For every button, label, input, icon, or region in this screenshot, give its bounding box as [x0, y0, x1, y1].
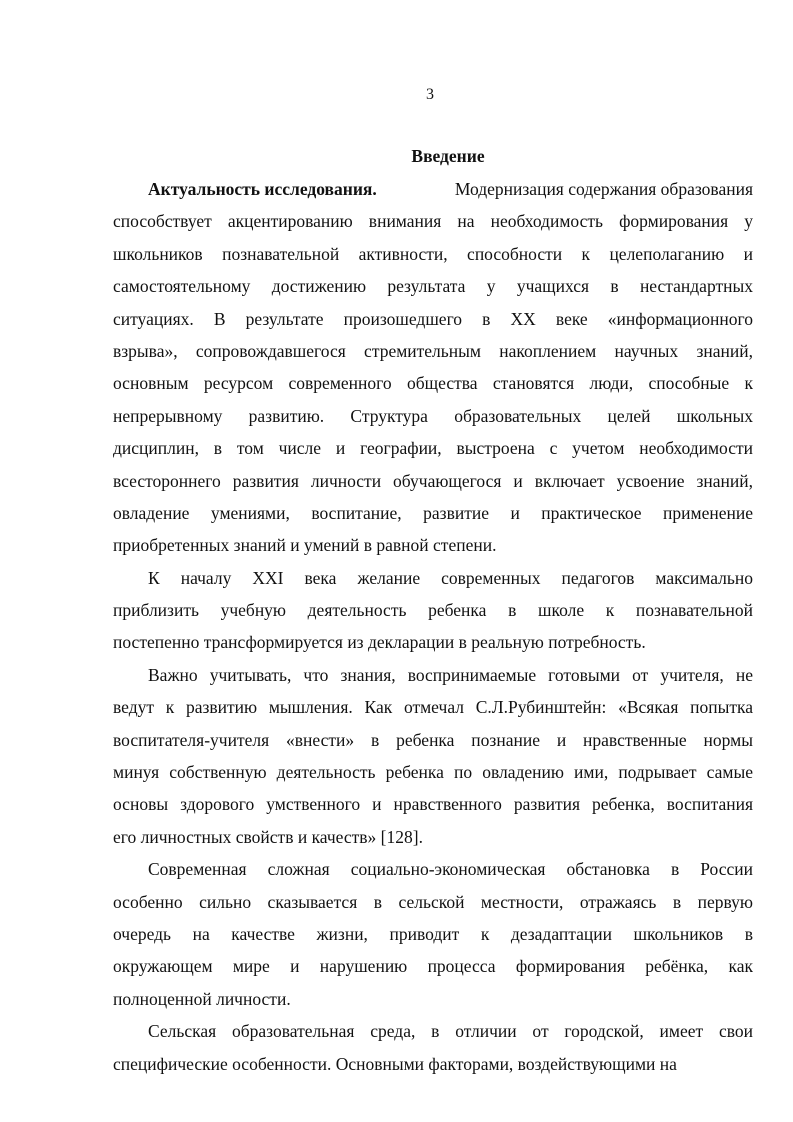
line-text: постепенно трансформируется из декларации в реальную потребность.	[113, 632, 646, 653]
line-text: минуя собственную деятельность ребенка по овладению ими, подрывает самые	[113, 762, 753, 783]
text-line	[113, 335, 753, 367]
text-line	[113, 594, 753, 626]
line-text: специфические особенности. Основными факторами, воздействующими на	[113, 1053, 677, 1074]
text-line	[113, 1015, 753, 1047]
line-text: полноценной личности.	[113, 988, 291, 1009]
text-line	[113, 238, 753, 270]
text-line	[113, 1048, 753, 1080]
line-text: приобретенных знаний и умений в равной степени.	[113, 535, 497, 556]
line-text: воспитателя-учителя «внести» в ребенка познание и нравственные нормы	[113, 729, 753, 750]
line-text: самостоятельному достижению результата у учащихся в нестандартных	[113, 276, 753, 297]
text-line	[113, 497, 753, 529]
text-line	[113, 626, 753, 658]
text-line	[113, 562, 753, 594]
text-line	[113, 367, 753, 399]
paragraph	[113, 173, 753, 562]
text-line	[113, 173, 753, 205]
text-line	[113, 853, 753, 885]
text-line	[113, 270, 753, 302]
section-heading: Введение	[411, 146, 485, 166]
line-text: овладение умениями, воспитание, развитие и практическое применение	[113, 502, 753, 523]
line-text: очередь на качестве жизни, приводит к дезадаптации школьников в	[113, 923, 753, 944]
paragraph	[113, 1015, 753, 1080]
text-line	[113, 303, 753, 335]
text-line	[113, 659, 753, 691]
text-line	[113, 400, 753, 432]
paragraph	[113, 562, 753, 659]
lead-bold-text: Актуальность исследования.	[148, 179, 377, 199]
line-text: окружающем мире и нарушению процесса формирования ребёнка, как	[113, 956, 753, 977]
page-number: 3	[426, 86, 434, 103]
line-text: дисциплин, в том числе и географии, выстроена с учетом необходимости	[113, 438, 753, 459]
text-line	[113, 691, 753, 723]
line-text: непрерывному развитию. Структура образовательных целей школьных	[113, 405, 753, 426]
text-line	[113, 529, 753, 561]
line-text: ведут к развитию мышления. Как отмечал С.Л.Рубинштейн: «Всякая попытка	[113, 697, 753, 718]
paragraph	[113, 659, 753, 853]
line-text: Сельская образовательная среда, в отличии от городской, имеет свои	[148, 1021, 753, 1042]
document-body	[113, 173, 753, 1080]
line-text: основы здорового умственного и нравственного развития ребенка, воспитания	[113, 794, 753, 815]
text-line	[113, 465, 753, 497]
text-line	[113, 788, 753, 820]
text-line	[113, 432, 753, 464]
text-line	[113, 724, 753, 756]
line-text: Модернизация содержания образования	[450, 179, 753, 199]
line-text: его личностных свойств и качеств» [128].	[113, 826, 423, 847]
line-text: взрыва», сопровождавшегося стремительным накоплением научных знаний,	[113, 340, 753, 361]
line-text: Важно учитывать, что знания, воспринимаемые готовыми от учителя, не	[148, 664, 753, 685]
paragraph	[113, 853, 753, 1015]
text-line	[113, 950, 753, 982]
line-text: приблизить учебную деятельность ребенка в школе к познавательной	[113, 600, 753, 621]
text-line	[113, 983, 753, 1015]
text-line	[113, 886, 753, 918]
line-text: особенно сильно сказывается в сельской местности, отражаясь в первую	[113, 891, 753, 912]
text-line	[113, 205, 753, 237]
line-text: основным ресурсом современного общества становятся люди, способные к	[113, 373, 753, 394]
line-text: К началу XXI века желание современных педагогов максимально	[148, 567, 753, 588]
line-text: всестороннего развития личности обучающегося и включает усвоение знаний,	[113, 470, 753, 491]
line-text: школьников познавательной активности, способности к целеполаганию и	[113, 243, 753, 264]
line-text: ситуациях. В результате произошедшего в XX веке «информационного	[113, 308, 753, 329]
text-line	[113, 918, 753, 950]
text-line	[113, 756, 753, 788]
line-text: способствует акцентированию внимания на необходимость формирования у	[113, 211, 753, 232]
text-line	[113, 821, 753, 853]
line-text: Современная сложная социально-экономическая обстановка в России	[148, 859, 753, 880]
